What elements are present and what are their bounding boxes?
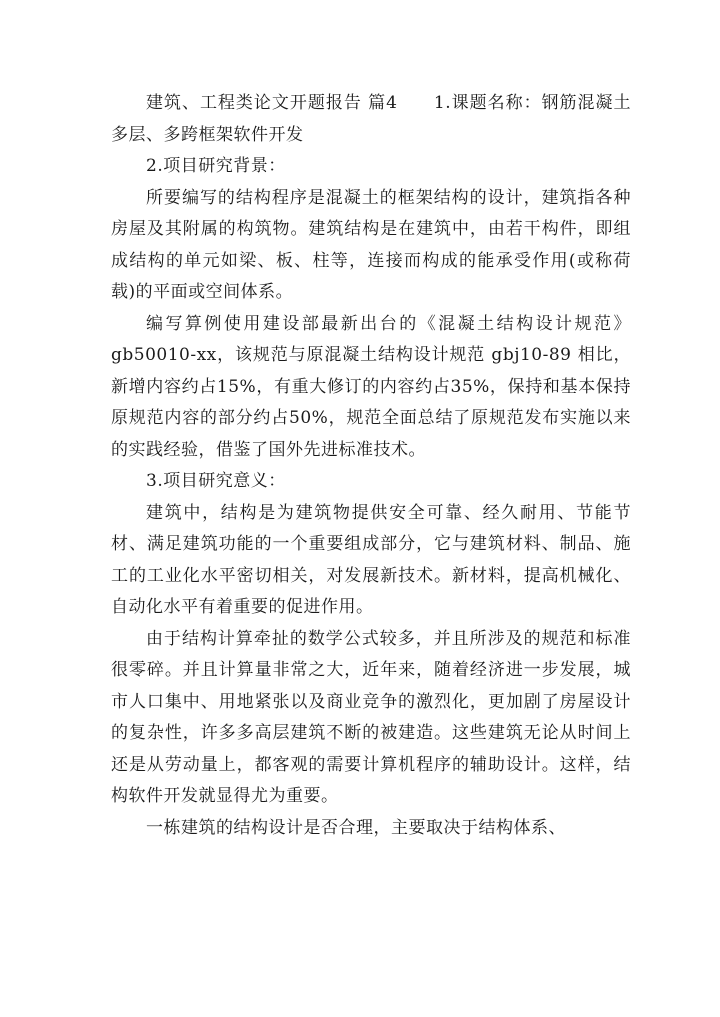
document-body	[111, 88, 631, 844]
paragraph: 一栋建筑的结构设计是否合理，主要取决于结构体系、	[146, 817, 566, 838]
paragraph: 编写算例使用建设部最新出台的《混凝土结构设计规范》gb50010-xx，该规范与原混凝土结构设计规范 gbj10-89 相比，新增内容约占15%，有重大修订的内容约占35%，保持和基本保持原规范内容的部分约占50%，规范全面总结了原规范发布实施以来的实践经验，借鉴了国外先进标准技术。	[111, 313, 631, 460]
paragraph: 建筑中，结构是为建筑物提供安全可靠、经久耐用、节能节材、满足建筑功能的一个重要组成部分，它与建筑材料、制品、施工的工业化水平密切相关，对发展新技术。新材料，提高机械化、自动化水平有着重要的促进作用。	[111, 502, 631, 617]
paragraph-title: 建筑、工程类论文开题报告 篇4 1.课题名称：钢筋混凝土多层、多跨框架软件开发	[111, 93, 631, 145]
paragraph: 由于结构计算牵扯的数学公式较多，并且所涉及的规范和标准很零碎。并且计算量非常之大，近年来，随着经济进一步发展，城市人口集中、用地紧张以及商业竞争的激烈化，更加剧了房屋设计的复杂性，许多多高层建筑不断的被建造。这些建筑无论从时间上还是从劳动量上，都客观的需要计算机程序的辅助设计。这样，结构软件开发就显得尤为重要。	[111, 628, 631, 806]
paragraph: 所要编写的结构程序是混凝土的框架结构的设计，建筑指各种房屋及其附属的构筑物。建筑结构是在建筑中，由若干构件，即组成结构的单元如梁、板、柱等，连接而构成的能承受作用(或称荷载)的平面或空间体系。	[111, 187, 631, 302]
section-heading-significance: 3.项目研究意义：	[146, 471, 286, 491]
section-heading-background: 2.项目研究背景：	[146, 156, 286, 176]
